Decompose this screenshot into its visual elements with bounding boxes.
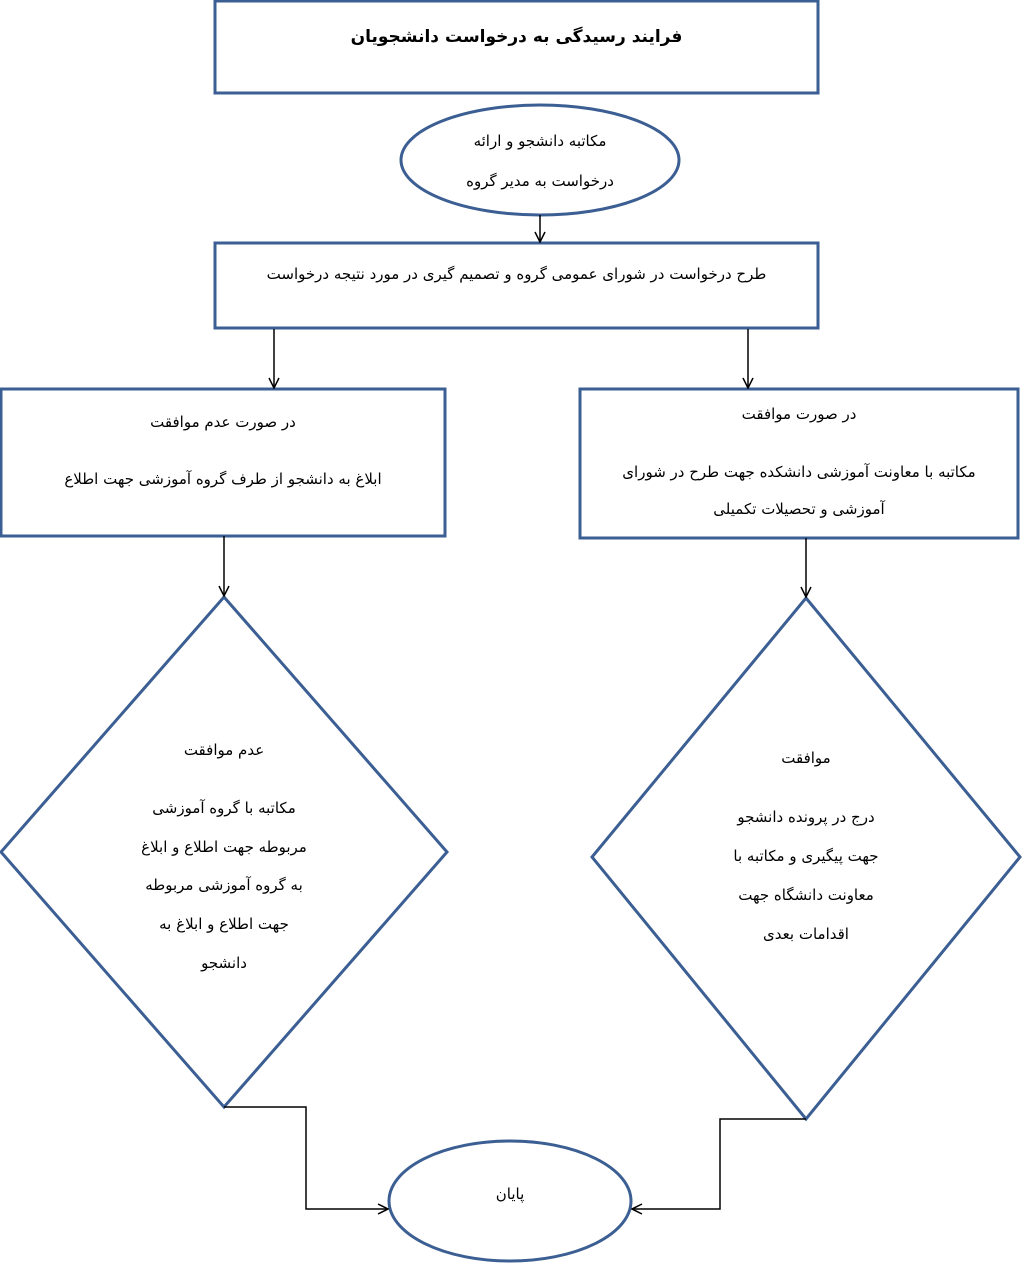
start-ellipse bbox=[401, 105, 679, 215]
approve-diamond-line2: جهت پیگیری و مکاتبه با bbox=[733, 847, 879, 865]
approve-diamond-line4: اقدامات بعدی bbox=[763, 925, 849, 943]
review-box bbox=[215, 243, 818, 328]
reject-box bbox=[1, 389, 445, 536]
reject-diamond-line3: به گروه آموزشی مربوطه bbox=[145, 876, 303, 894]
reject-box-heading: در صورت عدم موافقت bbox=[150, 413, 296, 431]
reject-diamond-line1: مکاتبه با گروه آموزشی bbox=[152, 799, 296, 817]
approve-box-line2: آموزشی و تحصیلات تکمیلی bbox=[713, 500, 885, 518]
arrow-reject-to-end bbox=[224, 1107, 388, 1209]
reject-diamond-line2: مربوطه جهت اطلاع و ابلاغ bbox=[141, 838, 307, 856]
approve-box-line1: مکاتبه با معاونت آموزشی دانشکده جهت طرح در شورای bbox=[622, 463, 976, 481]
reject-box-text: ابلاغ به دانشجو از طرف گروه آموزشی جهت اطلاع bbox=[64, 470, 382, 488]
reject-diamond-line5: دانشجو bbox=[201, 954, 247, 972]
approve-diamond-line3: معاونت دانشگاه جهت bbox=[738, 886, 874, 904]
review-text: طرح درخواست در شورای عمومی گروه و تصمیم گیری در مورد نتیجه درخواست bbox=[266, 265, 767, 283]
reject-diamond-heading: عدم موافقت bbox=[183, 741, 265, 759]
approve-diamond-line1: درج در پرونده دانشجو bbox=[737, 808, 875, 826]
arrow-approve-to-end bbox=[632, 1119, 806, 1209]
end-text: پایان bbox=[495, 1185, 525, 1203]
approve-box-heading: در صورت موافقت bbox=[741, 405, 857, 423]
chart-title: فرایند رسیدگی به درخواست دانشجویان bbox=[350, 27, 683, 47]
start-text-line1: مکاتبه دانشجو و ارائه bbox=[473, 132, 607, 150]
reject-diamond-line4: جهت اطلاع و ابلاغ به bbox=[159, 915, 289, 933]
start-text-line2: درخواست به مدیر گروه bbox=[466, 172, 614, 190]
approve-diamond-heading: موافقت bbox=[781, 749, 831, 767]
